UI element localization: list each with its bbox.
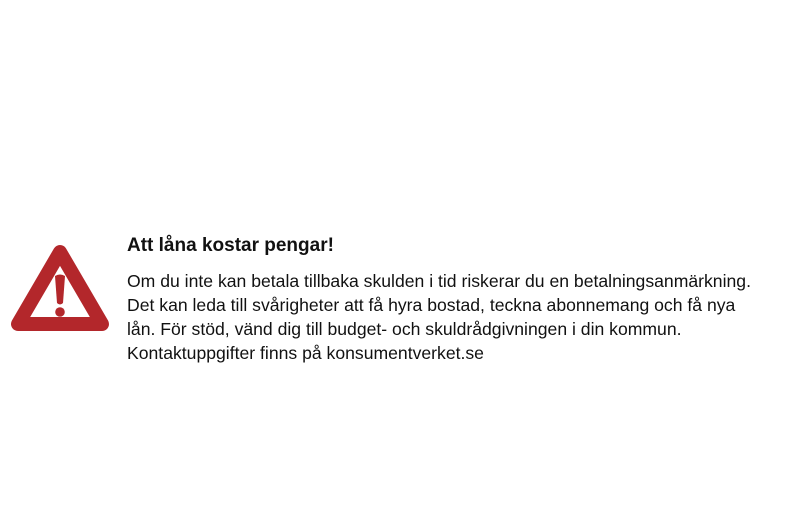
warning-triangle-icon (8, 242, 112, 332)
warning-body-line: Om du inte kan betala tillbaka skulden i tid riskerar du en betalningsanmärkning. (127, 271, 751, 291)
warning-body (127, 269, 787, 365)
warning-body-line: Det kan leda till svårigheter att få hyra bostad, teckna abonnemang och få nya (127, 295, 736, 315)
warning-text-block (127, 234, 787, 365)
warning-body-line: lån. För stöd, vänd dig till budget- och skuldrådgivningen i din kommun. (127, 319, 682, 339)
warning-body-line: Kontaktuppgifter finns på konsumentverket.se (127, 343, 484, 363)
warning-title: Att låna kostar pengar! (127, 235, 334, 256)
